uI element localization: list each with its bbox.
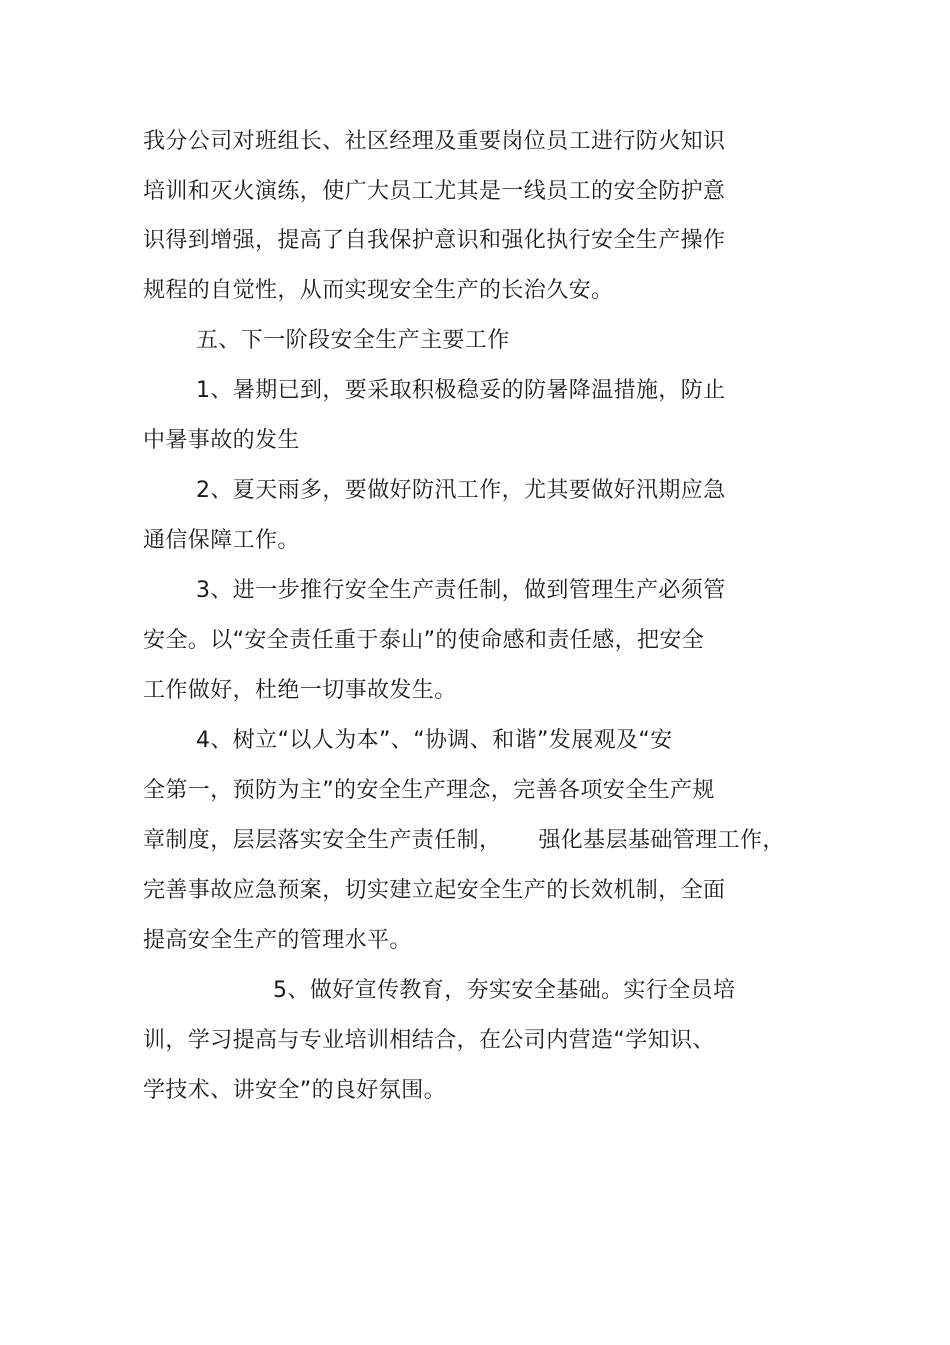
paragraph-line: 规程的自觉性，从而实现安全生产的长治久安。: [143, 278, 614, 303]
paragraph-line: 识得到增强，提高了自我保护意识和强化执行安全生产操作: [143, 228, 726, 253]
paragraph-line: 通信保障工作。: [143, 528, 300, 553]
paragraph-line: 我分公司对班组长、社区经理及重要岗位员工进行防火知识: [143, 129, 726, 154]
paragraph-line: 4、树立“以人为本”、“协调、和谐”发展观及“安: [196, 728, 673, 753]
paragraph-line: 2、夏天雨多，要做好防汛工作，尤其要做好汛期应急: [196, 478, 726, 503]
paragraph-line: 3、进一步推行安全生产责任制，做到管理生产必须管: [196, 578, 726, 603]
paragraph-line: 提高安全生产的管理水平。: [143, 928, 412, 953]
paragraph-line: 中暑事故的发生: [143, 428, 300, 453]
paragraph-line: 学技术、讲安全”的良好氛围。: [143, 1078, 446, 1103]
paragraph-line: 全第一，预防为主”的安全生产理念，完善各项安全生产规: [143, 778, 715, 803]
paragraph-line: 5、做好宣传教育，夯实安全基础。实行全员培: [273, 978, 736, 1003]
paragraph-line: 工作做好，杜绝一切事故发生。: [143, 678, 457, 703]
paragraph-line: 训，学习提高与专业培训相结合，在公司内营造“学知识、: [143, 1028, 715, 1053]
paragraph-line: 安全。以“安全责任重于泰山”的使命感和责任感，把安全: [143, 628, 705, 653]
paragraph-line: 培训和灭火演练，使广大员工尤其是一线员工的安全防护意: [143, 179, 726, 204]
section-heading: 五、下一阶段安全生产主要工作: [196, 328, 510, 353]
paragraph-line: 1、暑期已到，要采取积极稳妥的防暑降温措施，防止: [196, 378, 726, 403]
paragraph-line: 章制度，层层落实安全生产责任制， 强化基层基础管理工作，: [143, 828, 785, 853]
paragraph-line: 完善事故应急预案，切实建立起安全生产的长效机制，全面: [143, 878, 726, 903]
